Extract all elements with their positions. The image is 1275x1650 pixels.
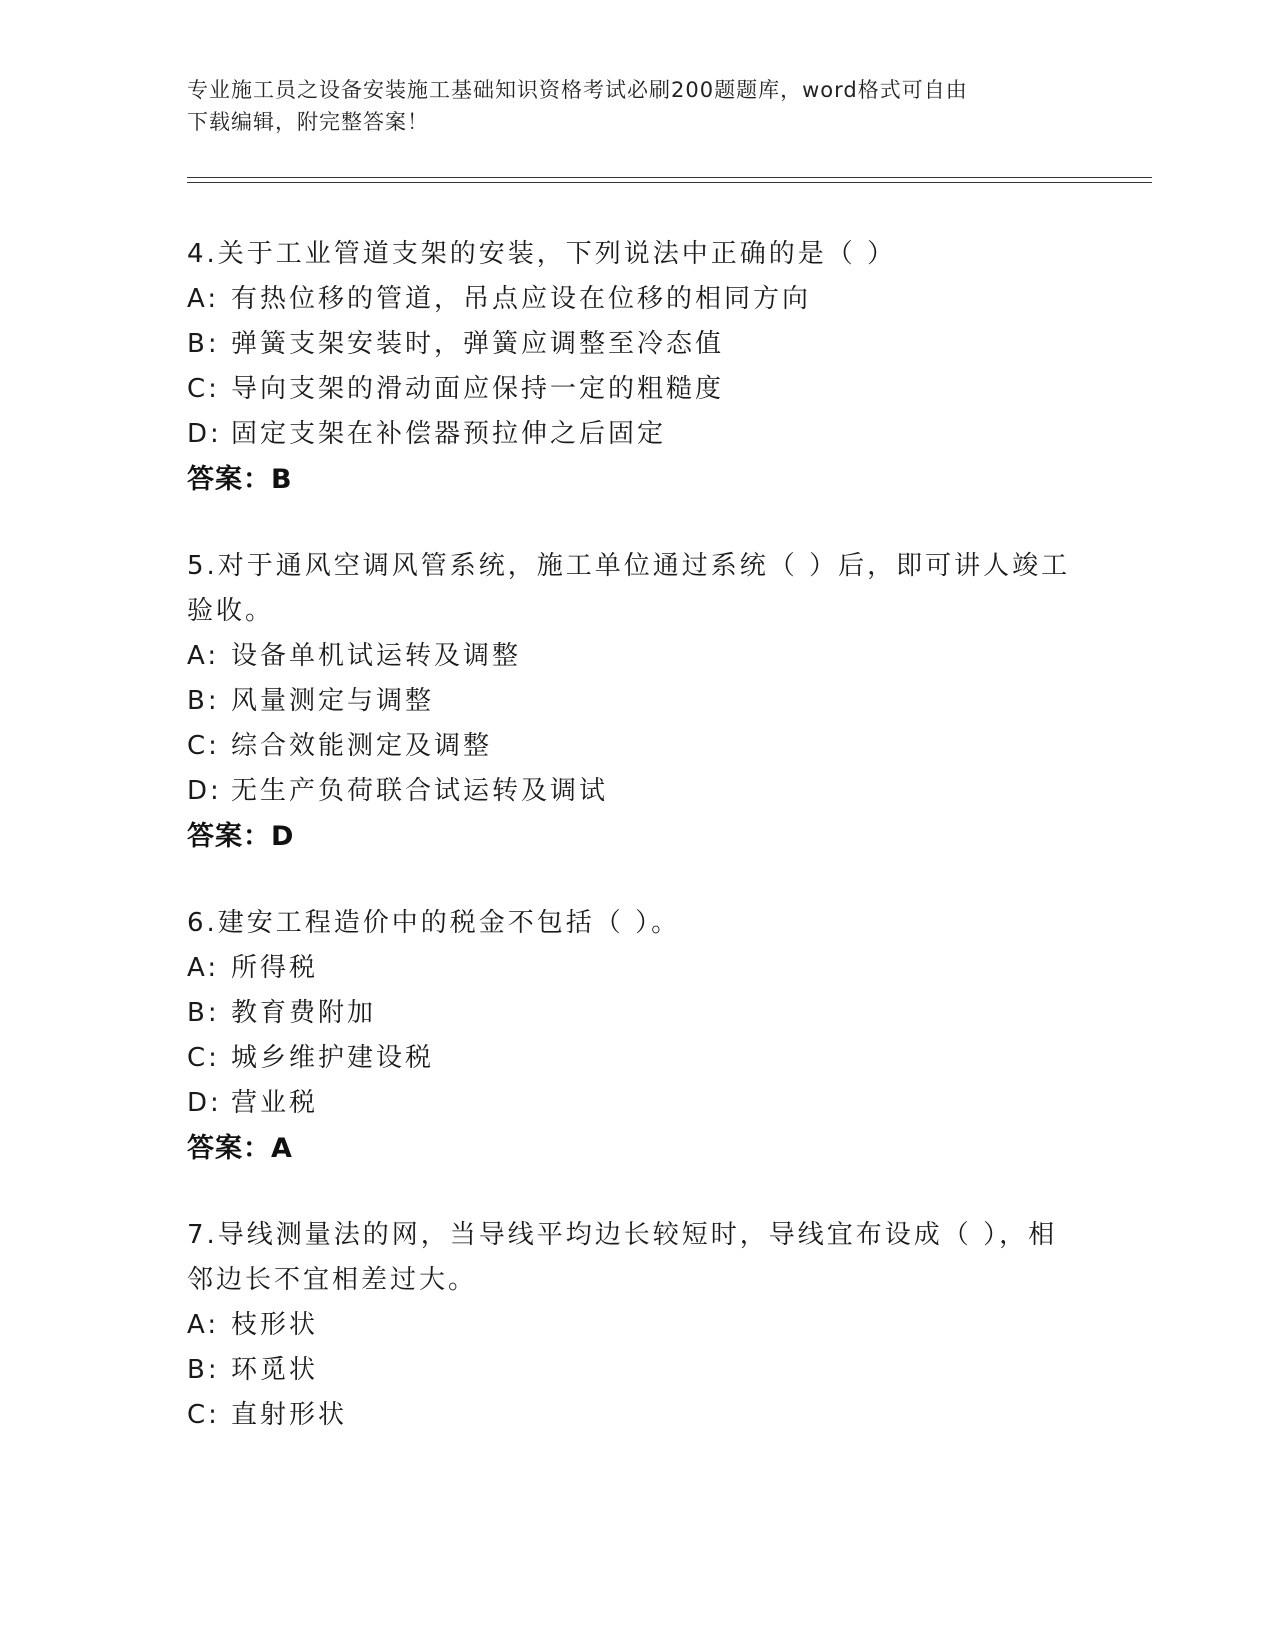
option-row [187,277,1087,322]
question-block [187,1213,1087,1438]
option-row [187,412,1087,457]
option-letter: A: [187,953,220,983]
option-row [187,1036,1087,1081]
option-text: 设备单机试运转及调整 [231,641,522,671]
option-letter: A: [187,1310,220,1340]
option-text: 导向支架的滑动面应保持一定的粗糙度 [231,374,725,404]
option-text: 营业税 [231,1088,319,1118]
option-letter: B: [187,998,220,1028]
question-block [187,901,1087,1171]
option-row [187,991,1087,1036]
question-text: 5.对于通风空调风管系统，施工单位通过系统（ ）后，即可讲人竣工 验收。 [187,551,1071,626]
option-letter: D: [187,776,222,806]
option-letter: C: [187,1400,220,1430]
option-row [187,769,1087,814]
option-text: 无生产负荷联合试运转及调试 [231,776,609,806]
option-row [187,322,1087,367]
option-text: 城乡维护建设税 [231,1043,435,1073]
option-letter: B: [187,1355,220,1385]
option-letter: B: [187,686,220,716]
option-text: 弹簧支架安装时，弹簧应调整至冷态值 [231,329,725,359]
option-row [187,1348,1087,1393]
question-text: 6.建安工程造价中的税金不包括（ ）。 [187,908,681,938]
option-letter: D: [187,419,222,449]
question-list [187,232,1087,1480]
option-text: 直射形状 [231,1400,348,1430]
question-block [187,544,1087,859]
option-text: 环觅状 [231,1355,319,1385]
answer-text: 答案：A [187,1133,293,1164]
option-row [187,1081,1087,1126]
option-letter: D: [187,1088,222,1118]
question-block [187,232,1087,502]
option-letter: B: [187,329,220,359]
option-text: 教育费附加 [231,998,377,1028]
document-header [187,74,1067,138]
header-line-2: 下载编辑，附完整答案！ [187,110,429,134]
question-text: 4.关于工业管道支架的安装，下列说法中正确的是（ ） [187,239,897,269]
option-row [187,1393,1087,1438]
option-row [187,946,1087,991]
option-row [187,724,1087,769]
option-text: 综合效能测定及调整 [231,731,493,761]
header-divider-top [187,177,1152,178]
option-row [187,679,1087,724]
option-text: 有热位移的管道，吊点应设在位移的相同方向 [231,284,812,314]
option-letter: C: [187,731,220,761]
header-divider-bottom [187,182,1152,183]
option-text: 固定支架在补偿器预拉伸之后固定 [231,419,667,449]
option-letter: A: [187,284,220,314]
option-text: 风量测定与调整 [231,686,435,716]
answer-text: 答案：B [187,464,293,495]
question-text: 7.导线测量法的网，当导线平均边长较短时，导线宜布设成（ ），相 邻边长不宜相差过大。 [187,1220,1058,1295]
option-text: 所得税 [231,953,319,983]
option-text: 枝形状 [231,1310,319,1340]
option-row [187,634,1087,679]
option-row [187,1303,1087,1348]
answer-text: 答案：D [187,821,295,852]
option-letter: C: [187,374,220,404]
option-letter: A: [187,641,220,671]
header-line-1: 专业施工员之设备安装施工基础知识资格考试必刷200题题库，word格式可自由 [187,78,968,102]
option-row [187,367,1087,412]
option-letter: C: [187,1043,220,1073]
